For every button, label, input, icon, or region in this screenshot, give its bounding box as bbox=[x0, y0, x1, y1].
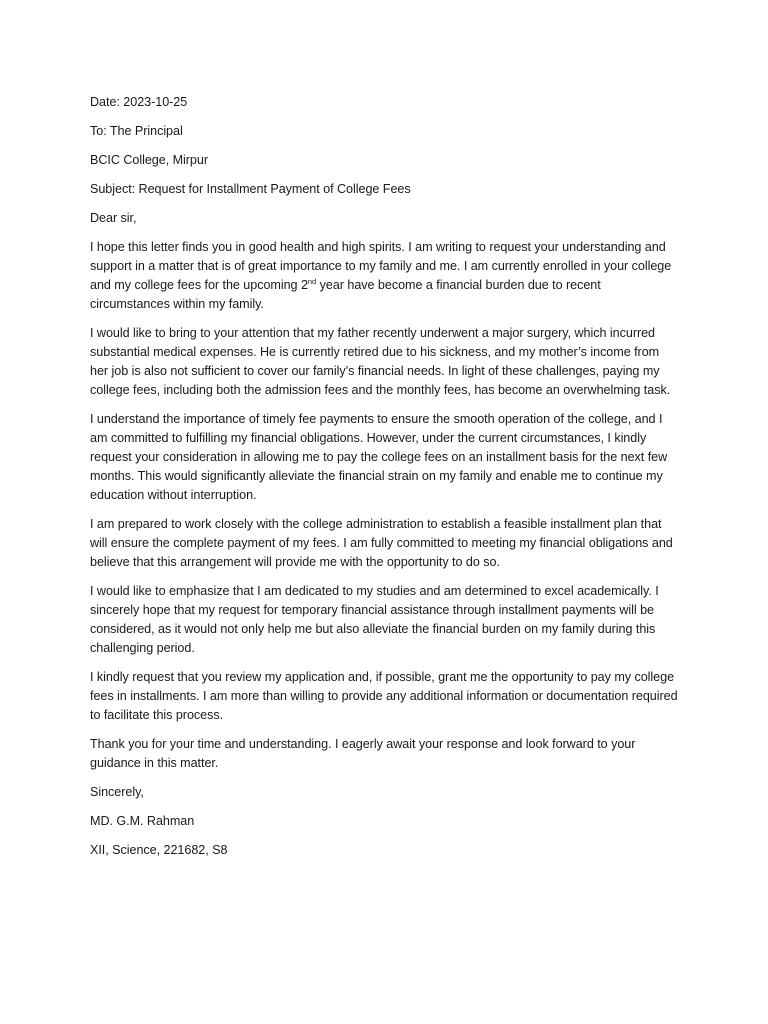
letter-closing: Sincerely, bbox=[90, 785, 144, 799]
letter-page bbox=[90, 93, 678, 870]
letter-date: Date: 2023-10-25 bbox=[90, 95, 188, 109]
letter-subject: Subject: Request for Installment Payment of College Fees bbox=[90, 182, 411, 196]
paragraph-6: I kindly request that you review my application and, if possible, grant me the opportunity to pay my college fees in installments. I am more than willing to provide any additional information or documentation required to facilitate this process. bbox=[90, 670, 678, 722]
signature-details: XII, Science, 221682, S8 bbox=[90, 843, 228, 857]
paragraph-3: I understand the importance of timely fee payments to ensure the smooth operation of the college, and I am committed to fulfilling my financial obligations. However, under the current circumstances, I kindly request your consideration in allowing me to pay the college fees on an installment basis for the next few months. This would significantly alleviate the financial strain on my family and enable me to continue my education without interruption. bbox=[90, 412, 668, 502]
letter-recipient: To: The Principal bbox=[90, 124, 183, 138]
paragraph-1-part-1: I hope this letter finds you in good health and high spirits. I am writing to request your understanding and support in a matter that is of great importance to my family and me. I am currently enrolled in your college and my college fees for the upcoming 2 bbox=[90, 240, 672, 292]
letter-salutation: Dear sir, bbox=[90, 211, 137, 225]
ordinal-superscript: nd bbox=[307, 277, 317, 286]
paragraph-1-part-2: year have become a financial burden due to recent circumstances within my family. bbox=[90, 278, 601, 311]
letter-institution: BCIC College, Mirpur bbox=[90, 153, 208, 167]
signature-name: MD. G.M. Rahman bbox=[90, 814, 195, 828]
paragraph-2: I would like to bring to your attention that my father recently underwent a major surgery, which incurred substantial medical expenses. He is currently retired due to his sickness, and my mother’s income from her job is also not sufficient to cover our family’s financial needs. In light of these challenges, paying my college fees, including both the admission fees and the monthly fees, has become an overwhelming task. bbox=[90, 326, 671, 397]
paragraph-7: Thank you for your time and understanding. I eagerly await your response and look forward to your guidance in this matter. bbox=[90, 737, 636, 770]
paragraph-4: I am prepared to work closely with the college administration to establish a feasible installment plan that will ensure the complete payment of my fees. I am fully committed to meeting my financial obligations and believe that this arrangement will provide me with the opportunity to do so. bbox=[90, 517, 673, 569]
paragraph-5: I would like to emphasize that I am dedicated to my studies and am determined to excel academically. I sincerely hope that my request for temporary financial assistance through installment payments will be considered, as it would not only help me but also alleviate the financial burden on my family during this challenging period. bbox=[90, 584, 659, 655]
paragraph-1 bbox=[90, 238, 678, 314]
